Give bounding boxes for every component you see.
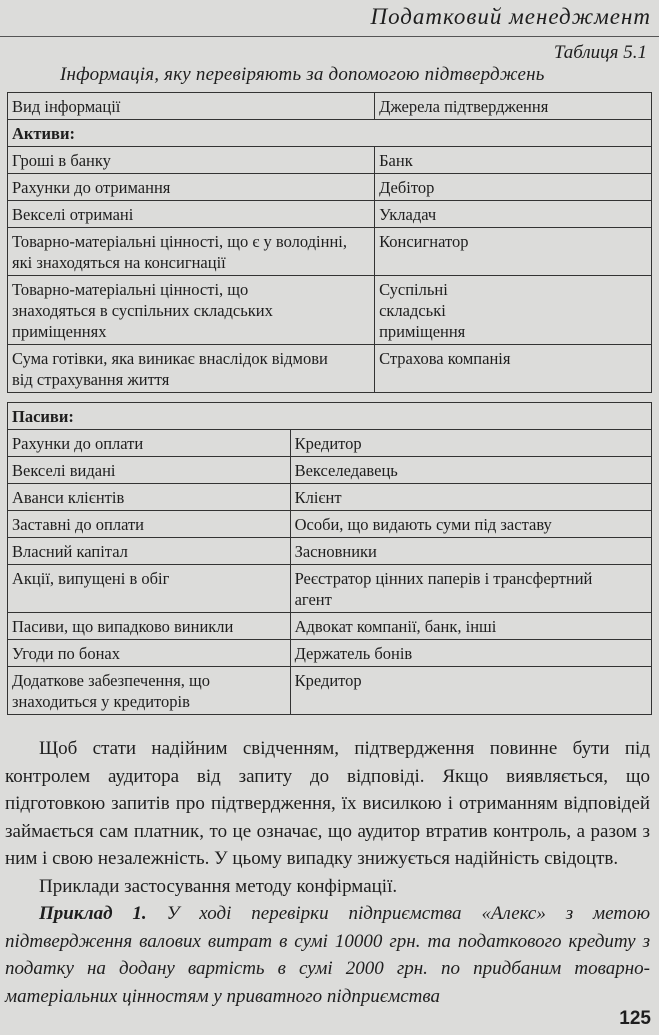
liabilities-table	[7, 402, 652, 715]
example-paragraph	[5, 900, 650, 1010]
cell: Укладач	[375, 201, 652, 228]
section-label: Активи:	[8, 120, 652, 147]
example-label: Приклад 1.	[39, 903, 147, 924]
cell: Консигнатор	[375, 228, 652, 276]
cell: Сума готівки, яка виникає внаслідок відмови від страхування життя	[8, 345, 375, 393]
cell: Аванси клієнтів	[8, 484, 291, 511]
table-header-row	[8, 93, 652, 120]
cell: Кредитор	[290, 667, 651, 715]
table-row	[8, 276, 652, 345]
cell: Страхова компанія	[375, 345, 652, 393]
cell: Особи, що видають суми під заставу	[290, 511, 651, 538]
header-rule	[0, 36, 659, 37]
cell: Акції, випущені в обіг	[8, 565, 291, 613]
cell: Пасиви, що випадково виникли	[8, 613, 291, 640]
cell: Векселедавець	[290, 457, 651, 484]
table-row	[8, 613, 652, 640]
cell: Дебітор	[375, 174, 652, 201]
table-row	[8, 511, 652, 538]
cell: Додаткове забезпечення, що знаходиться у кредиторів	[8, 667, 291, 715]
table-row	[8, 667, 652, 715]
table-row	[8, 147, 652, 174]
table-row	[8, 565, 652, 613]
table-row	[8, 640, 652, 667]
cell: Реєстратор цінних паперів і трансфертний агент	[290, 565, 651, 613]
section-label: Пасиви:	[8, 403, 652, 430]
cell: Клієнт	[290, 484, 651, 511]
running-head: Податковий менеджмент	[370, 4, 651, 29]
section-row-assets	[8, 120, 652, 147]
table-row	[8, 345, 652, 393]
cell: Засновники	[290, 538, 651, 565]
cell: Товарно-матеріальні цінності, що є у володінні, які знаходяться на консигнації	[8, 228, 375, 276]
cell: Угоди по бонах	[8, 640, 291, 667]
information-table	[7, 92, 652, 393]
cell: Кредитор	[290, 430, 651, 457]
table-number: Таблиця 5.1	[553, 42, 647, 63]
cell: Гроші в банку	[8, 147, 375, 174]
cell: Товарно-матеріальні цінності, що знаходяться в суспільних складських приміщеннях	[8, 276, 375, 345]
table-row	[8, 457, 652, 484]
paragraph: Приклади застосування методу конфірмації.	[39, 875, 398, 897]
cell: Рахунки до оплати	[8, 430, 291, 457]
body-text	[5, 735, 650, 1010]
table-row	[8, 538, 652, 565]
table-caption: Інформація, яку перевіряють за допомогою підтверджень	[60, 64, 545, 85]
cell: Векселі отримані	[8, 201, 375, 228]
section-row-liabilities	[8, 403, 652, 430]
table-row	[8, 228, 652, 276]
example-text: У ході перевірки підприємства «Алекс» з метою підтвердження валових витрат в сумі 10000 грн. та податкового кредиту з податку на додану вартість в сумі 2000 грн. по придбаним товарно-матеріальних цінностям у приватного підприємства	[5, 903, 650, 1007]
paragraph: Щоб стати надійним свідченням, підтвердження повинне бути під контролем аудитора від запиту до відповіді. Якщо виявляється, що підготовкою запитів про підтвердження, їх висилкою і отриманням відповідей займається сам платник, то це означає, що аудитор втратив контроль, а разом з ним і свою незалежність. У цьому випадку знижується надійність свідоцтв.	[5, 738, 650, 869]
cell: Заставні до оплати	[8, 511, 291, 538]
cell: Рахунки до отримання	[8, 174, 375, 201]
table-row	[8, 174, 652, 201]
cell: Банк	[375, 147, 652, 174]
cell: Векселі видані	[8, 457, 291, 484]
table-row	[8, 430, 652, 457]
header-cell: Джерела підтвердження	[375, 93, 652, 120]
cell: Держатель бонів	[290, 640, 651, 667]
cell: Суспільні складські приміщення	[375, 276, 652, 345]
page-number: 125	[619, 1008, 651, 1029]
table-row	[8, 484, 652, 511]
cell: Власний капітал	[8, 538, 291, 565]
cell: Адвокат компанії, банк, інші	[290, 613, 651, 640]
table-row	[8, 201, 652, 228]
header-cell: Вид інформації	[8, 93, 375, 120]
